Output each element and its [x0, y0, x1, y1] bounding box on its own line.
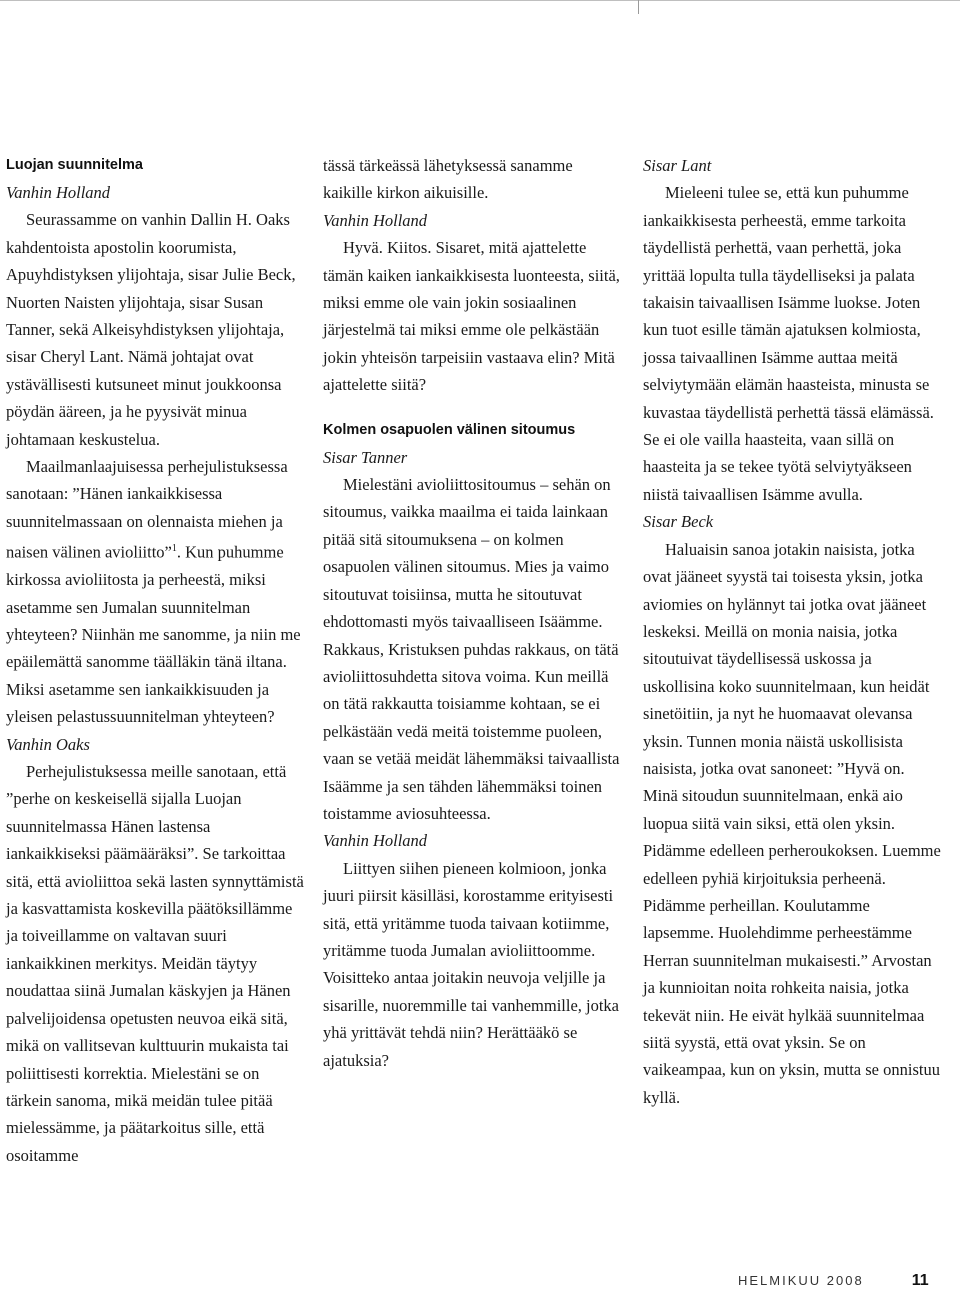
- footnote-marker: 1: [171, 543, 177, 555]
- body-paragraph: Mielestäni avioliittositoumus – sehän on sitoumus, vaikka maailma ei taida lainkaan pitää sitä sitoumuksena – on kolmen osapuolen välinen sitoumus. Mies ja vaimo sitoutuvat toisiinsa, mutta he sitoutuvat ehdottomasti myös taivaalliseen Isäämme. Rakkaus, Kristuksen puhdas rakkaus, on tätä avioliittosuhdetta sitova voima. Kun meillä on tätä rakkautta toisiamme kohtaan, se ei pelkästään vedä meitä toistemme puoleen, vaan se vetää meidät lähemmäksi taivaallista Isäämme ja sen tähden lähemmäksi toinen toistamme aviosuhteessa.: [323, 475, 620, 823]
- page-number: 11: [911, 1272, 929, 1289]
- crop-mark: [638, 0, 639, 14]
- paragraph-text: Maailmanlaajuisessa perhejulistuksessa sanotaan: ”Hänen iankaikkisessa suunnitelmassaan on olennaista miehen ja naisen välinen avioliitto”: [6, 457, 288, 562]
- body-paragraph: Liittyen siihen pieneen kolmioon, jonka juuri piirsit käsilläsi, korostamme erityisesti sitä, että yritämme tuoda taivaan kotiimme, yritämme tuoda Jumalan avioliittoomme. Voisitteko antaa joitakin neuvoja veljille ja sisarille, nuoremmille tai vanhemmille, jotka yhä yrittävät tehdä niin? Herättääkö se ajatuksia?: [323, 858, 620, 1070]
- body-paragraph: Haluaisin sanoa jotakin naisista, jotka ovat jääneet syystä tai toisesta yksin, jotka aviomies on hylännyt tai jotka ovat jääneet leskeksi. Meillä on monia naisia, jotka sitoutuivat täydellisessä uskossa ja uskollisina koko suunnitelmaan, kun heidät sinetöitiin, ja nyt he huomaavat olevansa yksin. Tunnen monia näistä uskollisista naisista, jotka ovat sanoneet: ”Hyvä on. Minä sitoudun suunnitelmaan, enkä aio luopua siitä vain siksi, että olen yksin. Pidämme edelleen perheroukoksen. Luemme edelleen pyhiä kirjoituksia perheenä. Pidämme perheillan. Koulutamme lapsemme. Huolehdimme perheestämme Herran suunnitelman mukaisesti.” Arvostan ja kunnioitan noita rohkeita naisia, jotka tekevät niin. He eivät hylkää suunnitelmaa siitä syystä, että ovat yksin. Se on vaikeampaa, kun on yksin, mutta se onnistuu kyllä.: [643, 539, 941, 1107]
- speaker-label: Sisar Tanner: [323, 447, 408, 467]
- section-heading: Luojan suunnitelma: [6, 157, 143, 173]
- speaker-label: Vanhin Oaks: [6, 734, 90, 754]
- speaker-label: Vanhin Holland: [323, 831, 428, 851]
- body-paragraph: Mieleeni tulee se, että kun puhumme iankaikkisesta perheestä, emme tarkoita täydellistä perhettä, vaan perhettä, joka yrittää lopulta tulla täydelliseksi ja palata takaisin taivaallisen Isämme luokse. Joten kun tuot esille tämän ajatuksen kolmiosta, jossa taivaallinen Isämme auttaa meitä selviytymään elämän haasteista, minusta se kuvastaa täydellistä perhettä tässä elämässä. Se ei ole vailla haasteita, vaan sillä on haasteita ja se tekee työtä selviytyäkseen niistä taivaallisen Isämme avulla.: [643, 183, 934, 504]
- body-paragraph: Perhejulistuksessa meille sanotaan, että ”perhe on keskeisellä sijalla Luojan suunnitelmassa Hänen lastensa iankaikkiseksi päämääräksi”. Se tarkoittaa sitä, että avioliittoa sekä lasten synnyttämistä ja kasvattamista koskevilla päätöksillämme ja toiveillamme on valtavan suuri iankaikkinen merkitys. Meidän täytyy noudattaa siinä Jumalan käskyjen ja Hänen palvelijoidensa opetusten neuvoa eikä sitä, mikä on vallitsevan kulttuurin mukaista tai poliittisesti korrektia. Mielestäni se on tärkein sanoma, mikä meidän tulee pitää mielessämme, ja päätarkoitus sille, että osoitamme: [6, 762, 304, 1165]
- paragraph-text: . Kun puhumme kirkossa avioliitosta ja perheestä, miksi asetamme sen Jumalan suunnitelman yhteyteen? Niinhän me sanomme, ja niin me epäilemättä sanomme täälläkin tänä iltana. Miksi asetamme sen iankaikkisuuden ja yleisen pelastussuunnitelman yhteyteen?: [6, 542, 301, 727]
- speaker-label: Vanhin Holland: [323, 210, 428, 230]
- body-paragraph: Hyvä. Kiitos. Sisaret, mitä ajattelette tämän kaiken iankaikkisesta luonteesta, siitä, miksi emme ole vain jokin sosiaalinen järjestelmä tai miksi emme ole pelkästään jokin yhteisön tarpeisiin vastaava elin? Mitä ajattelette siitä?: [323, 238, 620, 395]
- speaker-label: Sisar Beck: [643, 512, 714, 532]
- section-heading: Kolmen osapuolen välinen sitoumus: [323, 421, 576, 438]
- magazine-issue: HELMIKUU 2008: [738, 1273, 864, 1288]
- body-paragraph: Seurassamme on vanhin Dallin H. Oaks kahdentoista apostolin koorumista, Apuyhdistyksen ylijohtaja, sisar Julie Beck, Nuorten Naisten ylijohtaja, sisar Susan Tanner, sekä Alkeisyhdistyksen ylijohtaja, sisar Cheryl Lant. Nämä johtajat ovat ystävällisesti kutsuneet minut joukkoonsa pöydän ääreen, ja he pyysivät minua johtamaan keskustelua.: [6, 210, 296, 449]
- body-paragraph: tässä tärkeässä lähetyksessä sanamme kaikille kirkon aikuisille.: [323, 156, 573, 203]
- article-column-2: [323, 152, 623, 1074]
- speaker-label: Vanhin Holland: [6, 183, 111, 202]
- top-rule: [0, 0, 960, 1]
- page-footer: [738, 1272, 929, 1290]
- body-paragraph: [6, 453, 306, 731]
- article-column-1: [6, 152, 306, 1169]
- article-column-3: [643, 152, 943, 1111]
- speaker-label: Sisar Lant: [643, 156, 712, 175]
